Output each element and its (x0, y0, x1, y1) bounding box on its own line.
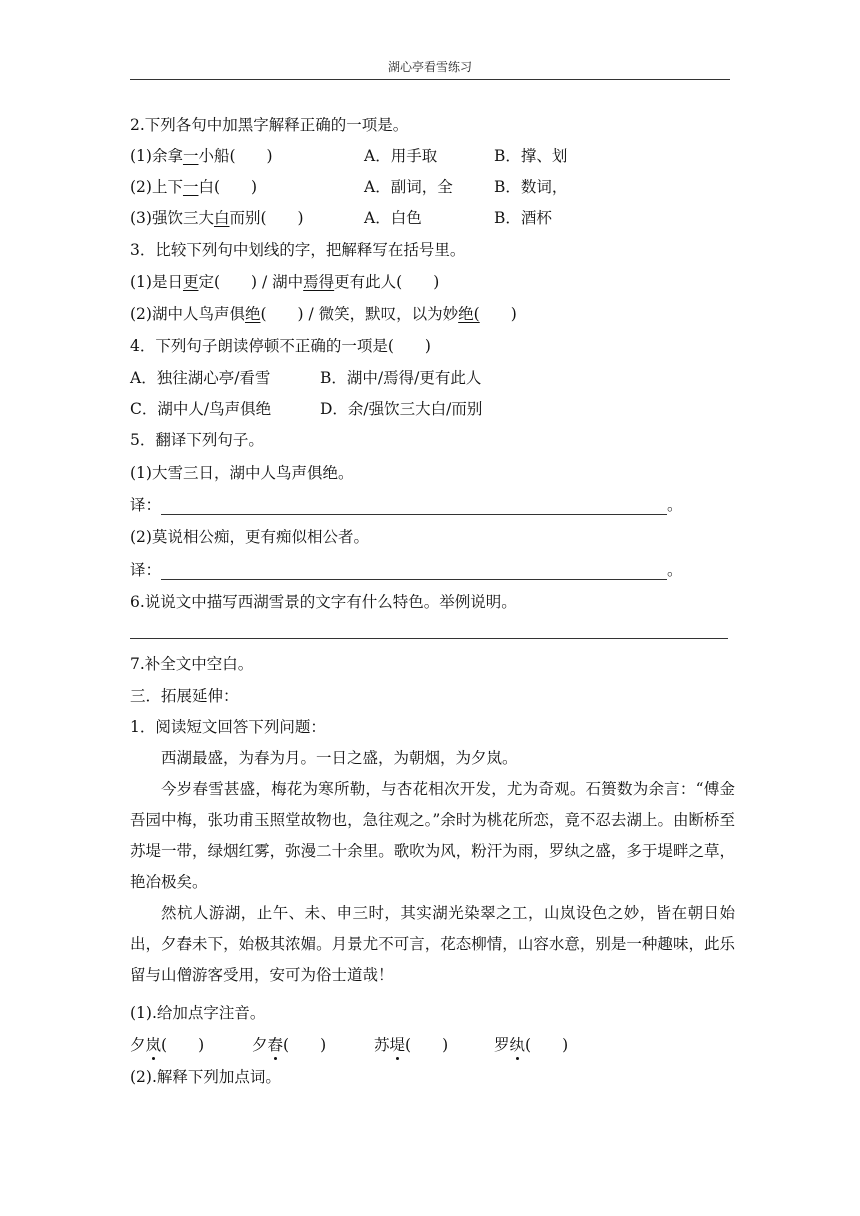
dotted-char: 舂 (267, 1036, 284, 1054)
section-3-heading: 三．拓展延伸： (130, 687, 239, 705)
answer-blank[interactable] (161, 496, 667, 515)
q4-option-c: C．湖中人/鸟声俱绝 (130, 400, 272, 418)
q4-option-a: A．独往湖心亭/看雪 (130, 369, 271, 387)
sub-question-2: (2).解释下列加点词。 (130, 1068, 281, 1086)
q6-answer-rule[interactable] (130, 638, 728, 639)
answer-blank[interactable] (161, 561, 667, 580)
underlined-word: 更 (182, 273, 199, 291)
pinyin-item-3: 苏堤( ) (374, 1036, 449, 1054)
section-3-q1: 1．阅读短文回答下列问题： (130, 718, 326, 736)
q2-item-2: (2)上下一白( ) (130, 178, 258, 196)
pinyin-item-2: 夕舂( ) (252, 1036, 327, 1054)
q7-stem: 7.补全文中空白。 (130, 655, 254, 673)
passage-paragraph-3: 然杭人游湖，止午、未、申三时，其实湖光染翠之工，山岚设色之妙，皆在朝日始出，夕舂未下，始极其浓媚。月景尤不可言，花态柳情，山容水意，别是一种趣味，此乐留与山僧游客受用，安可为俗士道哉！ (130, 904, 735, 984)
underlined-char: 一 (182, 147, 199, 165)
pinyin-item-1: 夕岚( ) (130, 1036, 205, 1054)
q5-answer-line-2: 译： 。 (130, 561, 683, 579)
reading-passage (130, 743, 735, 991)
q2-item-3-option-b: B．酒杯 (494, 209, 552, 227)
passage-paragraph-2: 今岁春雪甚盛，梅花为寒所勒，与杏花相次开发，尤为奇观。石篑数为余言：“傅金吾园中梅，张功甫玉照堂故物也，急往观之。”余时为桃花所恋，竟不忍去湖上。由断桥至苏堤一带，绿烟红雾，弥漫二十余里。歌吹为风，粉汗为雨，罗纨之盛，多于堤畔之草，艳冶极矣。 (130, 780, 735, 891)
q4-stem: 4．下列句子朗读停顿不正确的一项是( ) (130, 337, 431, 355)
dotted-char: 岚 (145, 1036, 162, 1054)
q2-item-2-option-b: B．数词， (494, 178, 568, 196)
q2-item-1-option-b: B．撑、划 (494, 147, 568, 165)
dotted-char: 堤 (389, 1036, 406, 1054)
underlined-char: 一 (182, 178, 199, 196)
q2-item-3-option-a: A．白色 (364, 209, 422, 227)
sub-question-1: (1).给加点字注音。 (130, 1004, 266, 1022)
q2-item-1: (1)余拿一小船( ) (130, 147, 273, 165)
underlined-char: 白 (213, 209, 230, 227)
header-rule (130, 79, 730, 80)
q3-stem: 3．比较下列句中划线的字，把解释写在括号里。 (130, 241, 466, 259)
q3-line-2: (2)湖中人鸟声俱绝( ) / 微笑，默叹，以为妙绝( ) (130, 305, 517, 323)
q5-sentence-2: (2)莫说相公痴，更有痴似相公者。 (130, 528, 369, 546)
underlined-word: 绝( (458, 305, 480, 323)
q4-option-d: D．余/强饮三大白/而别 (320, 400, 483, 418)
q2-item-3: (3)强饮三大白而别( ) (130, 209, 304, 227)
dotted-char: 纨 (509, 1036, 526, 1054)
q2-item-1-option-a: A．用手取 (364, 147, 438, 165)
q2-stem: 2.下列各句中加黑字解释正确的一项是。 (130, 116, 409, 134)
page-header-title: 湖心亭看雪练习 (387, 60, 472, 74)
q5-answer-line-1: 译： 。 (130, 496, 683, 514)
q6-stem: 6.说说文中描写西湖雪景的文字有什么特色。举例说明。 (130, 593, 517, 611)
q3-line-1: (1)是日更定( ) / 湖中焉得更有此人( ) (130, 273, 440, 291)
underlined-word: 绝 (244, 305, 261, 323)
pinyin-item-4: 罗纨( ) (494, 1036, 569, 1054)
q5-stem: 5．翻译下列句子。 (130, 431, 264, 449)
q4-option-b: B．湖中/焉得/更有此人 (320, 369, 482, 387)
underlined-word: 焉得 (303, 273, 335, 291)
passage-paragraph-1: 西湖最盛，为春为月。一日之盛，为朝烟，为夕岚。 (161, 749, 518, 767)
q5-sentence-1: (1)大雪三日，湖中人鸟声俱绝。 (130, 464, 354, 482)
q2-item-2-option-a: A．副词，全 (364, 178, 453, 196)
